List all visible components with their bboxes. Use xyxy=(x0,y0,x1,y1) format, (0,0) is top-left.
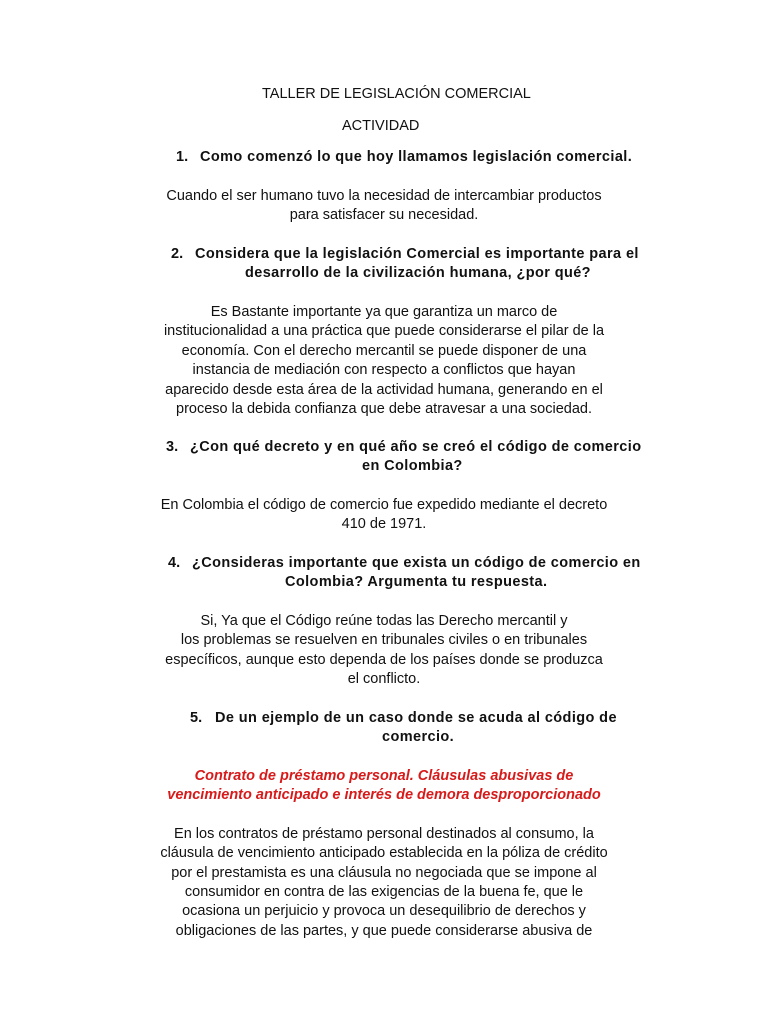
question-5-number: 5. xyxy=(190,710,203,726)
question-1-number: 1. xyxy=(176,149,189,165)
answer-2-line: economía. Con el derecho mercantil se puede disponer de una xyxy=(181,343,587,359)
question-4-number: 4. xyxy=(168,555,181,571)
answer-3-line: En Colombia el código de comercio fue expedido mediante el decreto xyxy=(160,497,608,513)
question-2-text: desarrollo de la civilización humana, ¿por qué? xyxy=(245,265,591,281)
answer-4-line: Si, Ya que el Código reúne todas las Derecho mercantil y xyxy=(200,613,568,629)
answer-5-line: por el prestamista es una cláusula no negociada que se impone al xyxy=(171,865,597,881)
highlight-case-title: Contrato de préstamo personal. Cláusulas abusivas de xyxy=(194,768,574,784)
question-3-text: ¿Con qué decreto y en qué año se creó el código de comercio xyxy=(190,439,642,455)
answer-5-line: consumidor en contra de las exigencias de la buena fe, que le xyxy=(184,884,584,900)
answer-2-line: Es Bastante importante ya que garantiza un marco de xyxy=(210,304,558,320)
answer-5-line: obligaciones de las partes, y que puede considerarse abusiva de xyxy=(175,923,593,939)
answer-4-line: los problemas se resuelven en tribunales civiles o en tribunales xyxy=(180,632,588,648)
question-3-text: en Colombia? xyxy=(362,458,463,474)
answer-1-line: para satisfacer su necesidad. xyxy=(289,207,479,223)
question-2-number: 2. xyxy=(171,246,184,262)
answer-3-line: 410 de 1971. xyxy=(341,516,427,532)
answer-2-line: aparecido desde esta área de la actividad humana, generando en el xyxy=(165,382,603,398)
answer-2-line: institucionalidad a una práctica que puede considerarse el pilar de la xyxy=(163,323,605,339)
question-5-text: De un ejemplo de un caso donde se acuda al código de xyxy=(215,710,617,726)
question-4-text: ¿Consideras importante que exista un código de comercio en xyxy=(192,555,641,571)
document-subtitle: ACTIVIDAD xyxy=(342,118,420,134)
answer-5-line: ocasiona un perjuicio y provoca un desequilibrio de derechos y xyxy=(182,903,586,919)
answer-5-line: En los contratos de préstamo personal destinados al consumo, la xyxy=(174,826,594,842)
answer-2-line: proceso la debida confianza que debe atravesar a una sociedad. xyxy=(176,401,592,417)
highlight-case-title: vencimiento anticipado e interés de demora desproporcionado xyxy=(167,787,601,803)
question-1-text: Como comenzó lo que hoy llamamos legislación comercial. xyxy=(200,149,633,165)
answer-1-line: Cuando el ser humano tuvo la necesidad de intercambiar productos xyxy=(166,188,602,204)
answer-4-line: el conflicto. xyxy=(347,671,421,687)
question-4-text: Colombia? Argumenta tu respuesta. xyxy=(285,574,548,590)
answer-2-line: instancia de mediación con respecto a conflictos que hayan xyxy=(192,362,576,378)
question-5-text: comercio. xyxy=(382,729,455,745)
answer-4-line: específicos, aunque esto dependa de los países donde se produzca xyxy=(165,652,603,668)
answer-5-line: cláusula de vencimiento anticipado establecida en la póliza de crédito xyxy=(160,845,608,861)
question-2-text: Considera que la legislación Comercial es importante para el xyxy=(195,246,639,262)
document-title: TALLER DE LEGISLACIÓN COMERCIAL xyxy=(262,86,531,102)
question-3-number: 3. xyxy=(166,439,179,455)
